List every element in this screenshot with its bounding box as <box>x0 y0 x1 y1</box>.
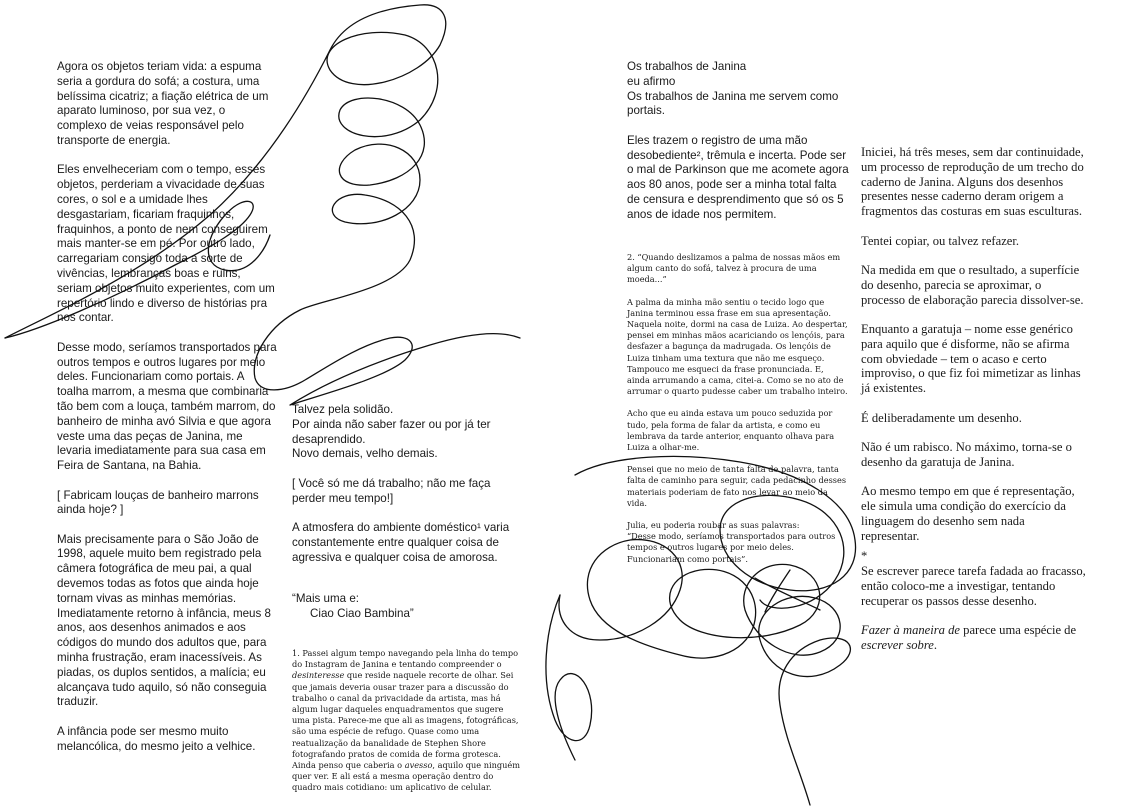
paragraph: Não é um rabisco. No máximo, torna-se o desenho da garatuja de Janina. <box>861 439 1072 469</box>
paragraph: Eles trazem o registro de uma mão desobediente², trêmula e incerta. Pode ser o mal de Parkinson que me acomete agora aos 80 anos, pode ser a minha total falta de censura e desprendimento que só os 5 anos de idade nos permitem. <box>627 133 849 221</box>
italic-text: escrever sobre <box>861 637 934 652</box>
scribble-line-right-4 <box>755 570 820 612</box>
right-center-column <box>627 60 849 223</box>
paragraph: Enquanto a garatuja – nome esse genérico para aquilo que é disforme, não se afirma com obviedade – tem o acaso e certo improviso, o que fiz foi mimetizar as linhas já existentes. <box>861 321 1081 396</box>
footnote-text: 2. “Quando deslizamos a palma de nossas mãos em algum canto do sofá, talvez à procura de uma moeda...” <box>627 252 841 285</box>
paragraph: Tentei copiar, ou talvez refazer. <box>861 233 1020 248</box>
footnote-text: Acho que eu ainda estava um pouco seduzida por tudo, pela forma de falar da artista, e como eu lembrava da tarde anterior, enquanto olhava para Luiza a olhar-me. <box>627 408 835 453</box>
paragraph: Ao mesmo tempo em que é representação, ele simula uma condição do exercício da linguagem do desenho sem nada representar. <box>861 484 1075 543</box>
paragraph: Os trabalhos de Janina <box>627 60 747 73</box>
footnote-text: Pensei que no meio de tanta falta de palavra, tanta falta de caminho para seguir, cada pedacinho desses materiais poderiam de fato nos levar ao meio da vida. <box>627 464 847 508</box>
quote-line: Ciao Ciao Bambina” <box>310 607 414 621</box>
footnote-1 <box>292 648 522 794</box>
quote-line: “Mais uma e: <box>292 592 360 606</box>
paragraph: Na medida em que o resultado, a superfície do desenho, parecia se aproximar, o processo de elaboração parecia dissolver-se. <box>861 262 1084 307</box>
paragraph: É deliberadamente um desenho. <box>861 410 1022 425</box>
bracket-question: [ Fabricam louças de banheiro marrons ainda hoje? ] <box>57 488 259 517</box>
paragraph: Novo demais, velho demais. <box>292 447 438 461</box>
left-column <box>57 60 277 754</box>
text: . <box>933 637 938 652</box>
text: parece uma espécie de <box>960 623 1077 638</box>
paragraph: Iniciei, há três meses, sem dar continuidade, um processo de reprodução de um trecho do caderno de Janina. Alguns dos desenhos presentes nesse caderno deram origem a fragmentos das costuras em suas esculturas. <box>861 145 1084 219</box>
asterisk-divider: * <box>861 549 868 564</box>
paragraph: Mais precisamente para o São João de 1998, aquele muito bem registrado pela câmera fotográfica de meu pai, a qual devemos todas as fotos que ainda hoje tornam vivas as minhas memórias. Imediatamente retorno à infância, meus 8 anos, aos desenhos animados e aos códigos do mundo dos adultos que, para minha frustração, eram inacessíveis. As piadas, os duplos sentidos, a malícia; eu alcançava tudo aquilo, só não conseguia traduzir. <box>57 532 271 709</box>
footnote-text: 1. Passei algum tempo navegando pela linha do tempo do Instagram de Janina e tentando compreender o <box>292 648 519 670</box>
footnote-text: que reside naquele recorte de olhar. Sei que jamais deveria ousar trazer para a discussão do trabalho o canal da privacidade da artista, mas há algum lugar daqueles enquadramentos que sugere uma pista. Parece-me que ali as imagens, fotográficas, são uma espécie de refugo. Quase como uma reatualização da banalidade de Stephen Shore fotografando pratos de comida de forma grotesca. Ainda penso que caberia o <box>292 670 519 771</box>
footnote-text: , aquilo que ninguém quer ver. E ali está a mesma operação dentro do quadro mais cotidiano: um aplicativo de celular. <box>292 760 520 793</box>
paragraph: Agora os objetos teriam vida: a espuma seria a gordura do sofá; a costura, uma belíssima cicatriz; a fiação elétrica de um aparato luminoso, por sua vez, o complexo de veias responsável pelo transporte de energia. <box>57 60 269 147</box>
right-column <box>861 145 1086 653</box>
scribble-line-right-3 <box>546 595 592 760</box>
middle-column <box>292 403 514 622</box>
paragraph: A infância pode ser mesmo muito melancólica, do mesmo jeito a velhice. <box>57 724 256 753</box>
paragraph: Desse modo, seríamos transportados para outros tempos e outros lugares por meio deles. Funcionariam como portais. A toalha marrom, a mesma que combinaria tão bem com a louça, também marrom, do banheiro de minha avó Silvia e que agora veste uma das peças de Janina, me levaria imediatamente para sua casa em Feira de Santana, na Bahia. <box>57 340 277 473</box>
paragraph: A atmosfera do ambiente doméstico¹ varia constantemente entre qualquer coisa de agressiva e qualquer coisa de amorosa. <box>292 520 510 564</box>
footnote-text: A palma da minha mão sentiu o tecido logo que Janina terminou essa frase em sua apresentação. Naquela noite, dormi na casa de Luiza. Ao despertar, pensei em minhas mãos acariciando os lençóis, para desfazer a bagunça da madrugada. Os lençóis de Luiza tinham uma textura que não me esqueço. Tampouco me esqueci da frase pronunciada. E, ainda arrumando a cama, citei-a. Como se no ato de arrumar o quarto pudesse caber um trabalho inteiro. <box>627 296 848 397</box>
scribble-line-right <box>559 540 850 805</box>
footnote-2 <box>627 252 849 565</box>
bracket-quote: [ Você só me dá trabalho; não me faça perder meu tempo!] <box>292 476 491 505</box>
paragraph: eu afirmo <box>627 74 676 88</box>
italic-text: Fazer à maneira de <box>861 623 960 638</box>
footnote-text: Julia, eu poderia roubar as suas palavras: <box>627 520 800 531</box>
paragraph: Talvez pela solidão. <box>292 403 394 416</box>
paragraph <box>861 623 1086 653</box>
footnote-italic: avesso <box>404 760 433 771</box>
footnote-text: “Desse modo, seríamos transportados para outros tempos e outros lugares por meio deles. Funcionariam como portais”. <box>627 531 836 564</box>
paragraph: Eles envelheceriam com o tempo, esses objetos, perderiam a vivacidade de suas cores, o sol e a umidade lhes desgastariam, ficariam fraquinhos, fraquinhos, a ponto de nem conseguirem mais manter-se em pé. Por outro lado, carregariam consigo toda a sorte de vivências, lembranças boas e ruins, seriam objetos muito experientes, com um repertório lindo e diverso de histórias pra nos contar. <box>57 163 275 325</box>
paragraph: Os trabalhos de Janina me servem como portais. <box>627 89 839 118</box>
footnote-italic: desinteresse <box>292 670 345 681</box>
paragraph: Se escrever parece tarefa fadada ao fracasso, então coloco-me a investigar, tentando recuperar os passos desse desenho. <box>861 564 1086 608</box>
paragraph: Por ainda não saber fazer ou por já ter desaprendido. <box>292 417 491 446</box>
